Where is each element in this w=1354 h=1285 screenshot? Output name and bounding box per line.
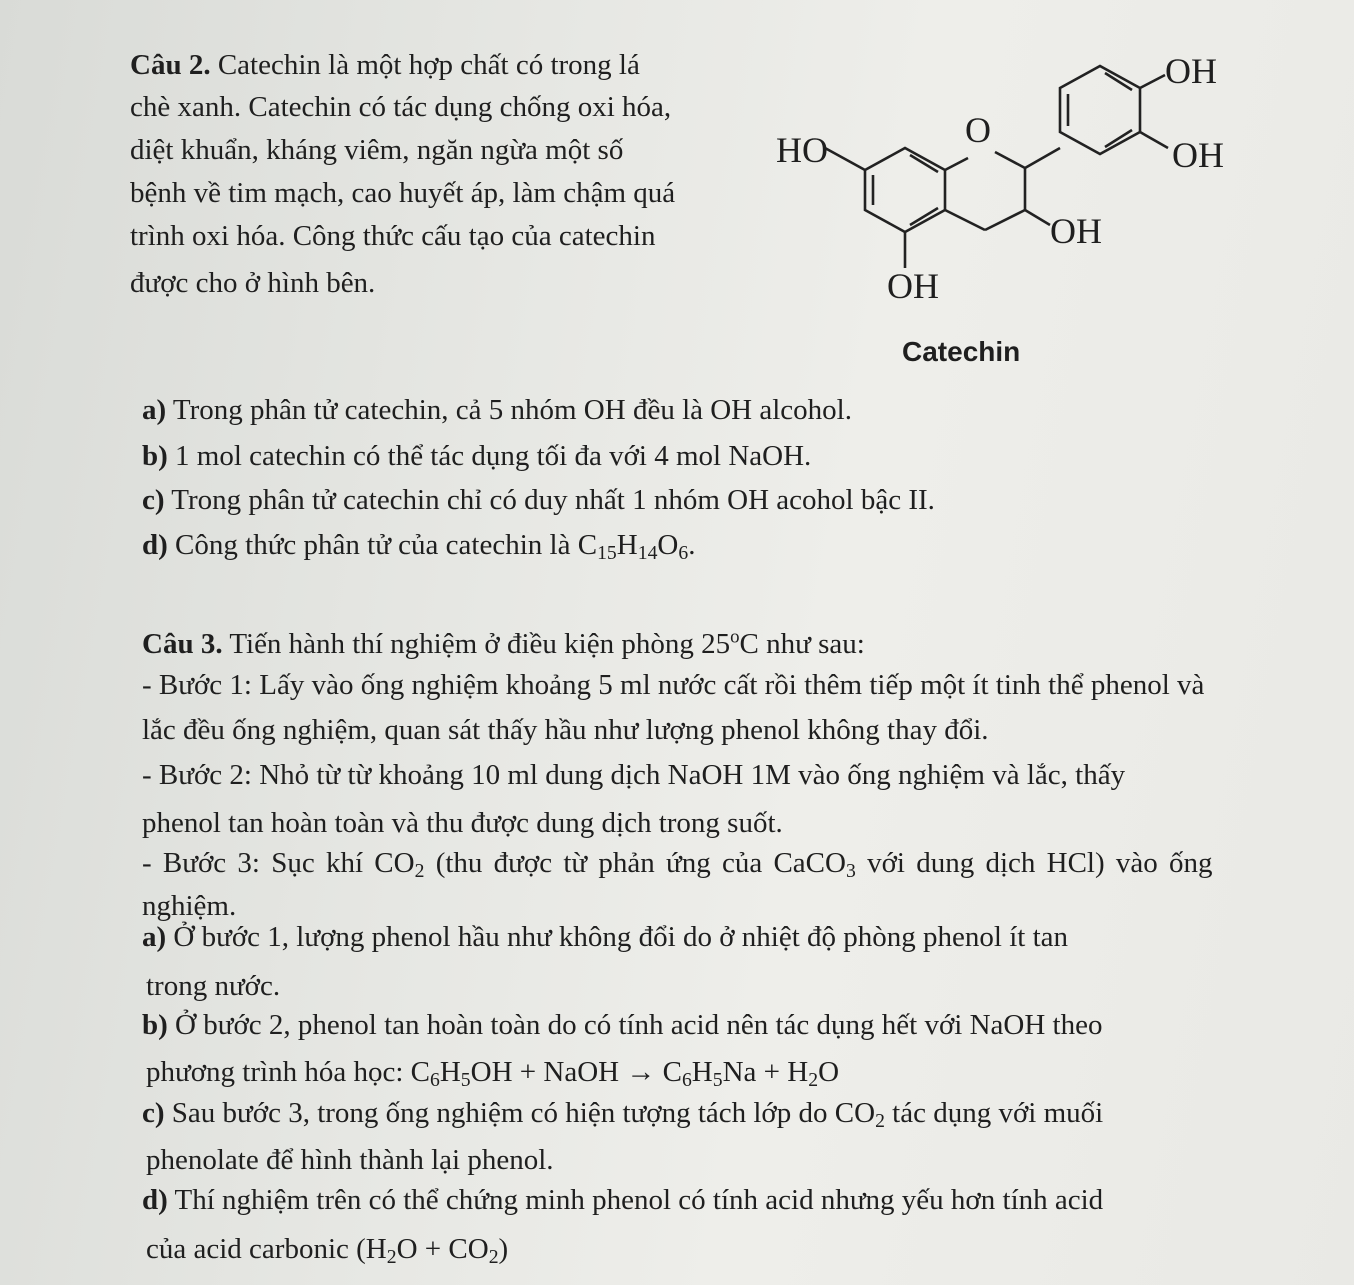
q3-step2-line2: phenol tan hoàn toàn và thu được dung dịch trong suốt. <box>142 807 783 839</box>
q2-a-key: a) <box>142 394 167 426</box>
q2-intro-6: được cho ở hình bên. <box>130 267 376 299</box>
label-o-ring: O <box>965 110 991 150</box>
label-ho-left: HO <box>776 130 828 170</box>
q3-statement-a: a) Ở bước 1, lượng phenol hầu như không đổi do ở nhiệt độ phòng phenol ít tan <box>142 921 1069 953</box>
q3-statement-c-cont: phenolate để hình thành lại phenol. <box>146 1144 554 1176</box>
q2-intro-2: chè xanh. Catechin có tác dụng chống oxi hóa, <box>130 91 672 123</box>
q2-c-text: Trong phân tử catechin chỉ có duy nhất 1 nhóm OH acohol bậc II. <box>171 484 935 516</box>
q2-c-key: c) <box>142 484 165 516</box>
q3-intro: Câu 3. Tiến hành thí nghiệm ở điều kiện phòng 25$^o$C như sau: <box>142 626 865 660</box>
label-oh-bottom: OH <box>887 266 939 306</box>
q3-b-key: b) <box>142 1009 168 1041</box>
q2-statement-a <box>142 393 852 427</box>
q2-b-text: 1 mol catechin có thể tác dụng tối đa với 4 mol NaOH. <box>175 440 812 472</box>
structure-caption: Catechin <box>902 336 1021 367</box>
q3-equation: $C_6H_5OH$ + NaOH → $C_6H_5Na + H_2O$ <box>410 1056 840 1091</box>
q2-d-key: d) <box>142 529 168 561</box>
q2-a-text: Trong phân tử catechin, cả 5 nhóm OH đều là OH alcohol. <box>172 394 852 426</box>
q3-step1-line1: - Bước 1: Lấy vào ống nghiệm khoảng 5 ml nước cất rồi thêm tiếp một ít tinh thể phenol và <box>142 669 1205 701</box>
q3-step2-line1: - Bước 2: Nhỏ từ từ khoảng 10 ml dung dịch NaOH 1M vào ống nghiệm và lắc, thấy <box>142 759 1126 791</box>
ring-a <box>865 148 945 232</box>
ring-b <box>1060 66 1140 154</box>
q2-intro-3: diệt khuẩn, kháng viêm, ngăn ngừa một số <box>130 134 624 166</box>
q2-line-1 <box>130 48 640 82</box>
q3-temperature: 25$^o$C <box>701 626 759 660</box>
q2-intro-4: bệnh về tim mạch, cao huyết áp, làm chậm quá <box>130 177 676 209</box>
label-oh-right: OH <box>1172 135 1224 175</box>
q2-statement-b <box>142 439 811 473</box>
q3-c-key: c) <box>142 1097 165 1129</box>
q3-d-key: d) <box>142 1184 168 1216</box>
q2-b-key: b) <box>142 440 168 472</box>
q3-d-formula: $(H_2O + CO_2)$ <box>356 1233 509 1268</box>
q2-title: Câu 2. <box>130 49 211 81</box>
q3-step3-line1: - Bước 3: Sục khí $CO_2$ (thu được từ phản ứng của CaCO$_3$ với dung dịch HCl) vào ống <box>142 847 1213 882</box>
q2-statement-d <box>142 528 695 562</box>
q2-statement-c <box>142 483 935 517</box>
label-oh-mid: OH <box>1050 211 1102 251</box>
q2-d-formula: $C_{15}H_{14}O_6$. <box>577 529 696 564</box>
q3-step1-line2: lắc đều ống nghiệm, quan sát thấy hầu như lượng phenol không thay đổi. <box>142 714 989 746</box>
catechin-structure <box>740 30 1224 367</box>
q3-a-key: a) <box>142 921 167 953</box>
q3-statement-d-cont: của acid carbonic $(H_2O + CO_2)$ <box>146 1233 509 1268</box>
q3-statement-b: b) Ở bước 2, phenol tan hoàn toàn do có tính acid nên tác dụng hết với NaOH theo <box>142 1009 1103 1041</box>
q3-statement-c: c) Sau bước 3, trong ống nghiệm có hiện tượng tách lớp do $CO_2$ tác dụng với muối <box>142 1097 1104 1132</box>
q2-intro-5: trình oxi hóa. Công thức cấu tạo của catechin <box>130 220 656 252</box>
q3-statement-a-cont: trong nước. <box>146 970 281 1002</box>
q2-intro-1: Catechin là một hợp chất có trong lá <box>217 49 640 81</box>
label-oh-top: OH <box>1165 51 1217 91</box>
q3-step3-line2: nghiệm. <box>142 890 237 922</box>
q3-title: Câu 3. <box>142 628 223 660</box>
q3-statement-d: d) Thí nghiệm trên có thể chứng minh phenol có tính acid nhưng yếu hơn tính acid <box>142 1184 1104 1216</box>
q2-d-text: Công thức phân tử của catechin là <box>175 529 571 561</box>
q3-statement-b-cont: phương trình hóa học: $C_6H_5OH$ + NaOH → $C_6H_5Na + H_2O$ <box>146 1056 840 1091</box>
